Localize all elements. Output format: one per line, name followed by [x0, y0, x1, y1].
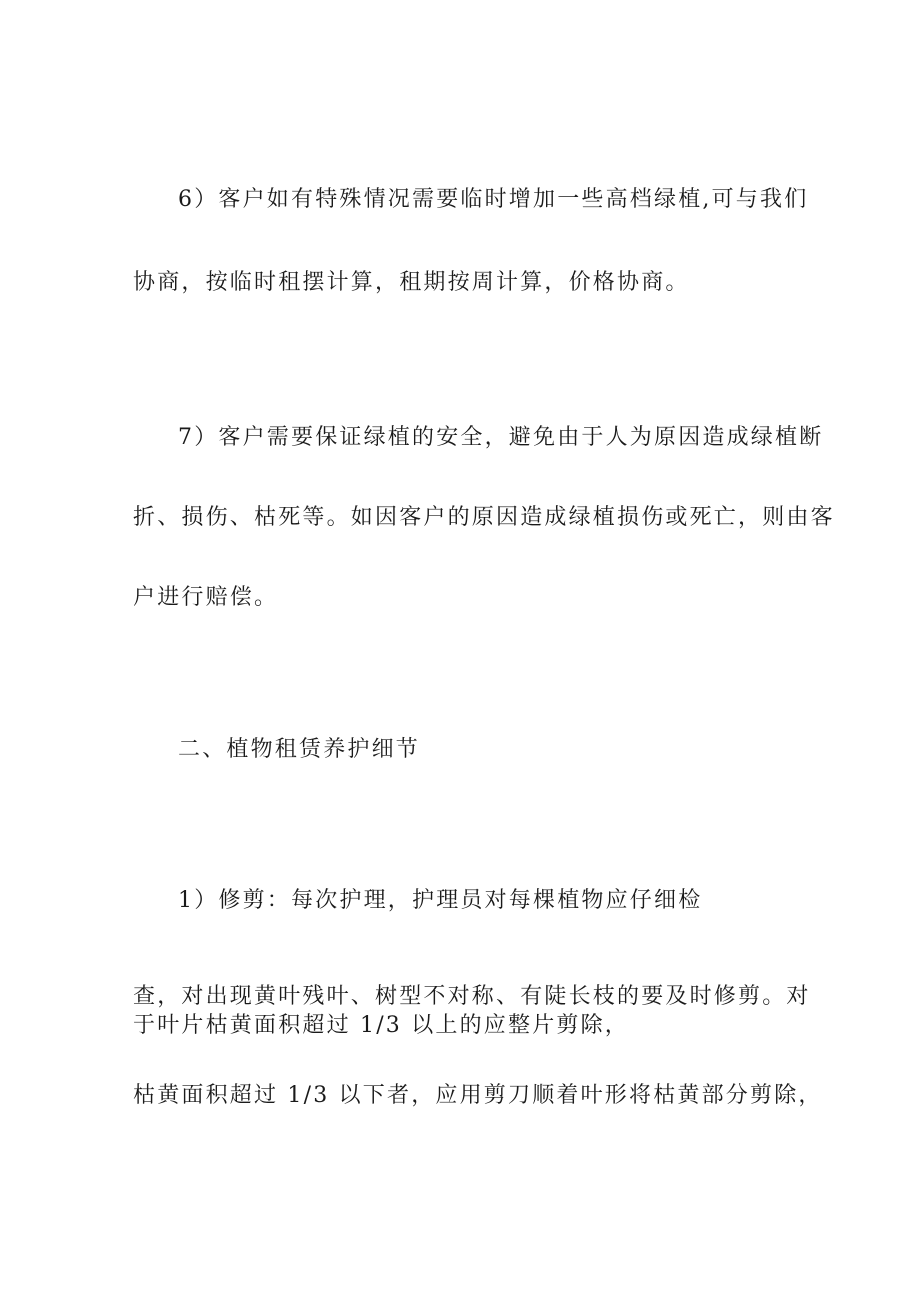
section-2-heading: 二、植物租赁养护细节 [178, 737, 421, 762]
item-1-line-3: 于叶片枯黄面积超过 1/3 以上的应整片剪除， [133, 1013, 629, 1038]
item-7-line-3: 户进行赔偿。 [133, 585, 279, 610]
item-1-line-4: 枯黄面积超过 1/3 以下者，应用剪刀顺着叶形将枯黄部分剪除， [133, 1083, 823, 1108]
item-6-line-2: 协商，按临时租摆计算，租期按周计算，价格协商。 [133, 270, 690, 295]
item-7-line-1: 7）客户需要保证绿植的安全，避免由于人为原因造成绿植断 [178, 425, 824, 450]
item-1-line-2: 查，对出现黄叶残叶、树型不对称、有陡长枝的要及时修剪。对 [133, 984, 811, 1009]
item-7-line-2: 折、损伤、枯死等。如因客户的原因造成绿植损伤或死亡，则由客 [133, 505, 835, 530]
item-1-line-1: 1）修剪：每次护理，护理员对每棵植物应仔细检 [178, 888, 703, 913]
item-6-line-1: 6）客户如有特殊情况需要临时增加一些高档绿植,可与我们 [178, 187, 809, 212]
